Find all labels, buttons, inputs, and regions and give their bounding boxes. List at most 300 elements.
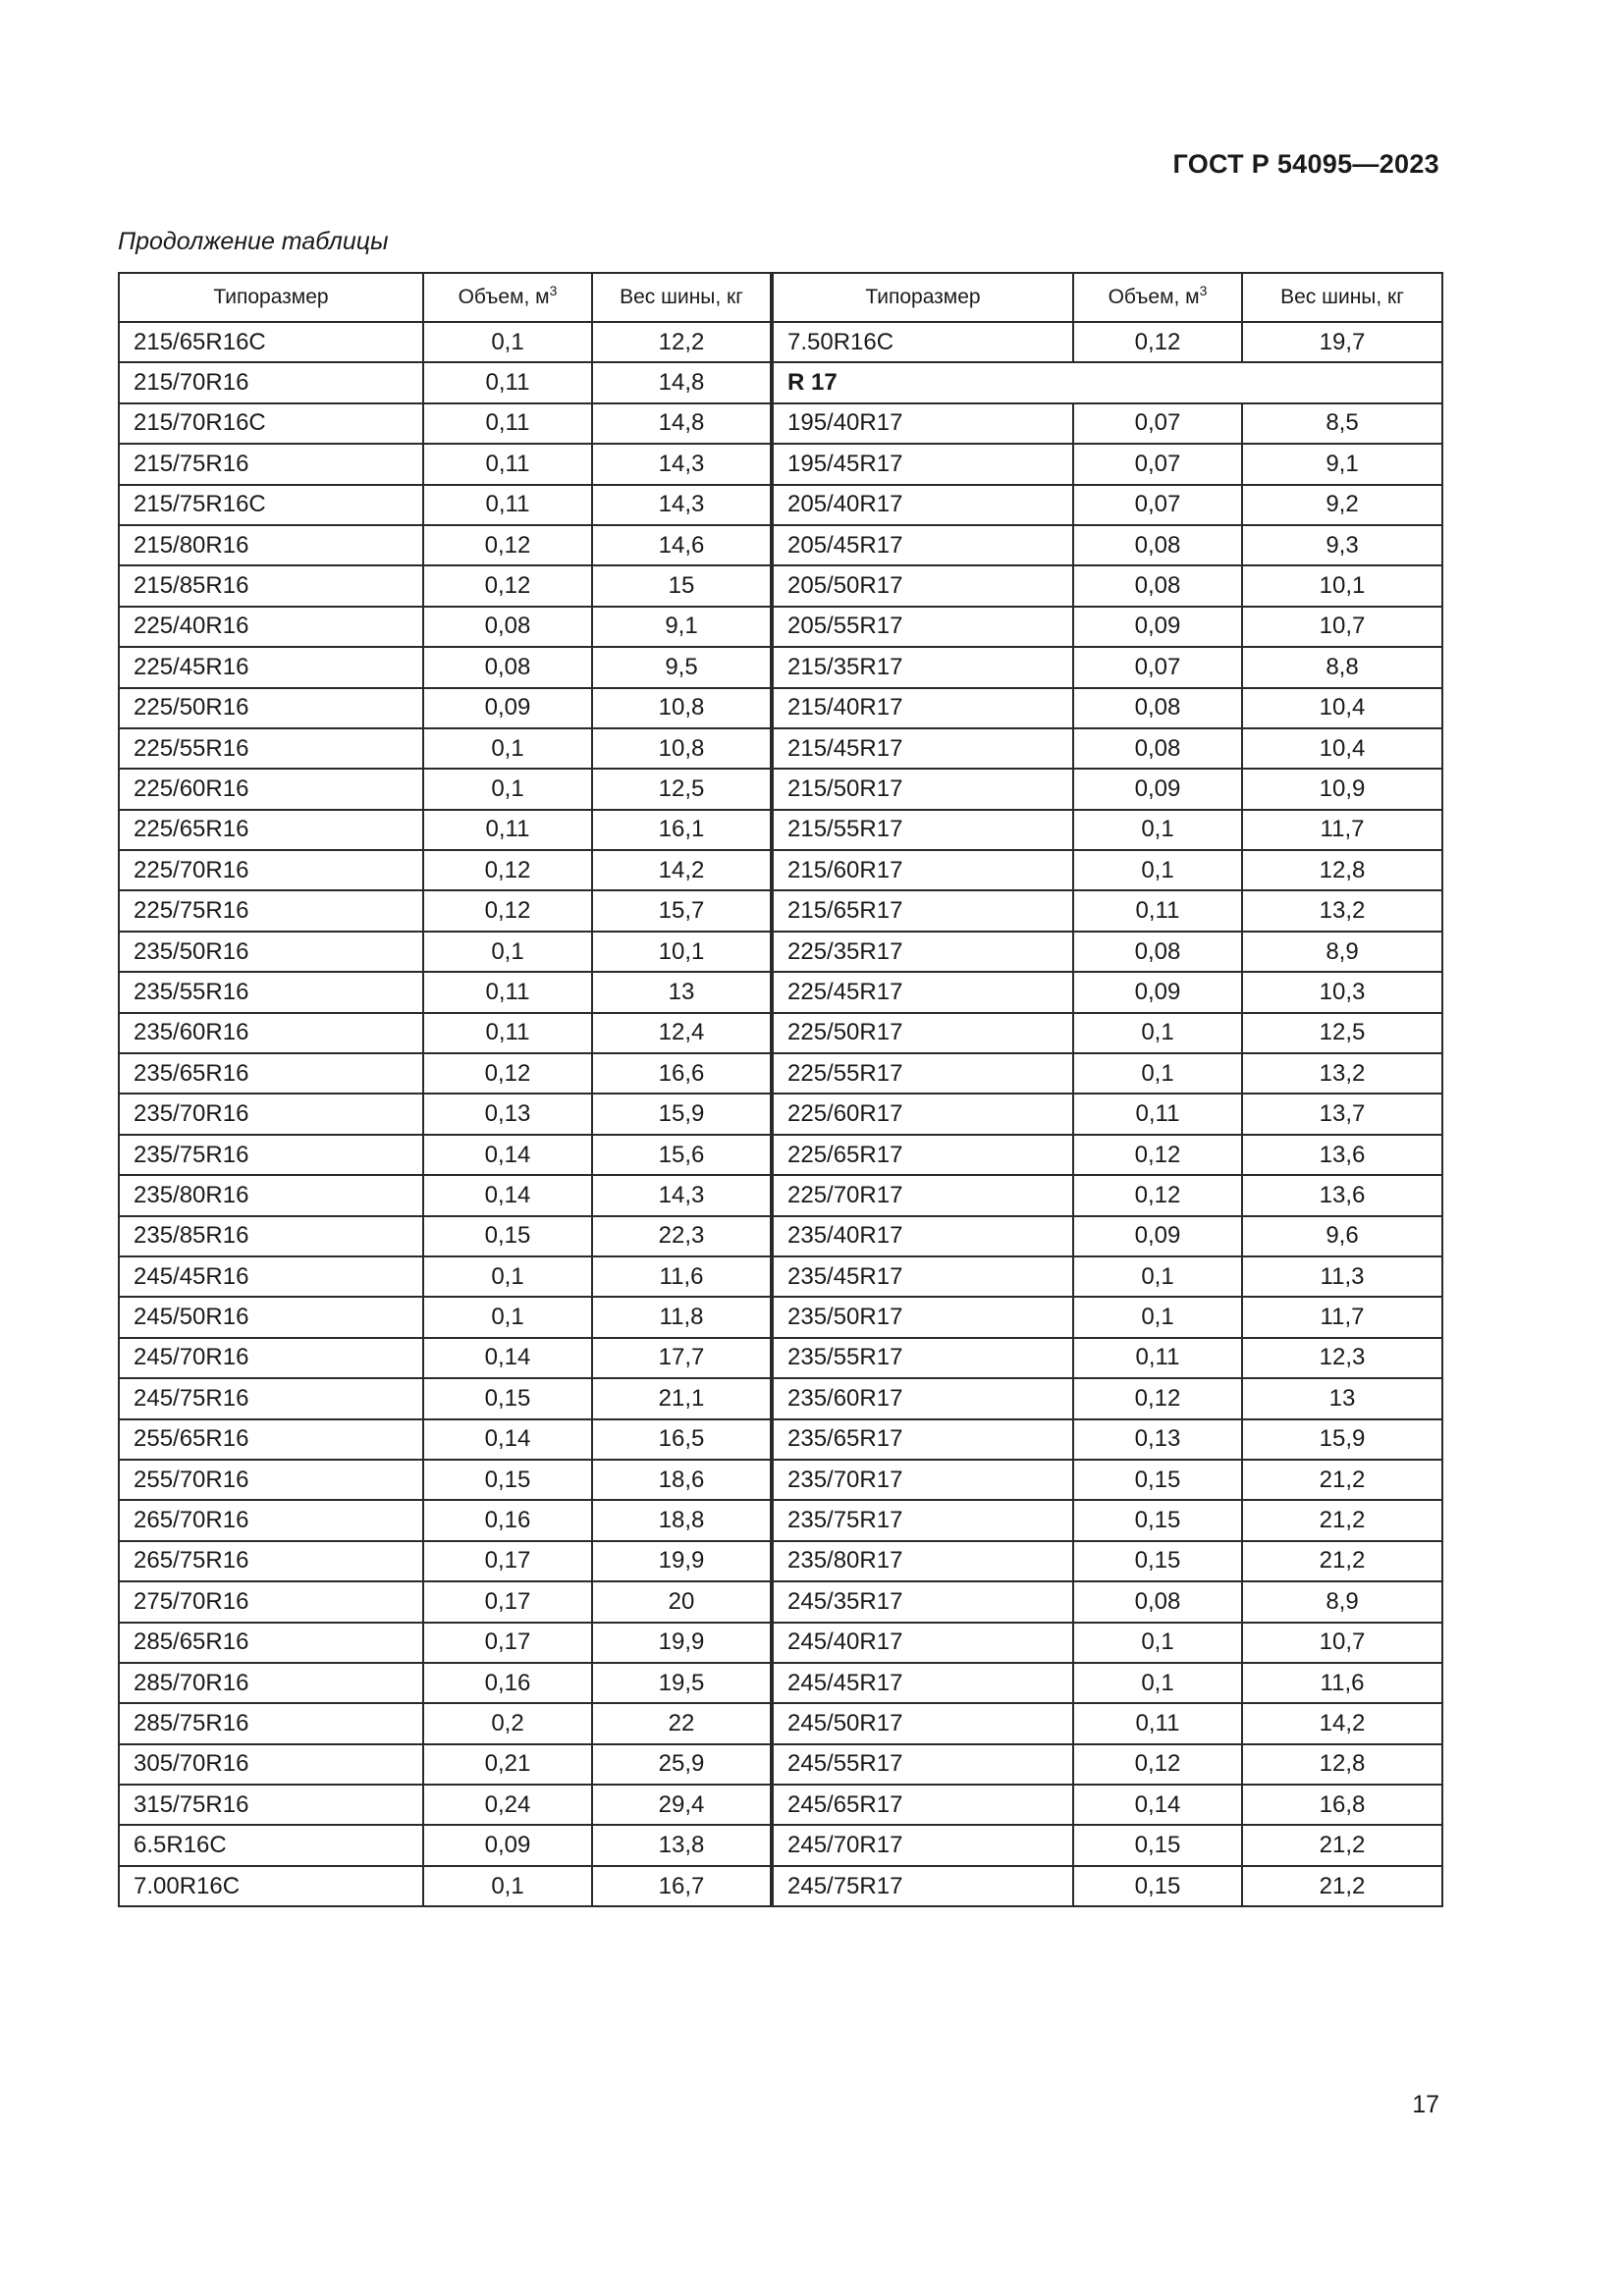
table-row [119,688,771,728]
cell-weight: 19,7 [1242,322,1442,362]
cell-size: 245/70R16 [119,1338,423,1378]
table-row [119,1216,771,1256]
cell-size: 235/40R17 [773,1216,1073,1256]
cell-weight: 11,8 [592,1297,771,1337]
table-row [773,1663,1442,1703]
table-row [773,932,1442,972]
cell-size: 225/45R16 [119,647,423,687]
cell-volume: 0,1 [1073,1053,1242,1094]
table-row [119,850,771,890]
cell-weight: 21,2 [1242,1825,1442,1865]
cell-weight: 13 [592,972,771,1012]
cell-weight: 16,5 [592,1419,771,1460]
cell-weight: 9,1 [1242,444,1442,484]
cell-volume: 0,08 [1073,688,1242,728]
cell-volume: 0,1 [423,728,592,769]
tire-table [118,272,1439,1907]
cell-weight: 9,1 [592,607,771,647]
table-row [773,1256,1442,1297]
table-row [773,1460,1442,1500]
cell-weight: 19,5 [592,1663,771,1703]
cell-size: 205/55R17 [773,607,1073,647]
cell-weight: 11,7 [1242,810,1442,850]
cell-size: 195/40R17 [773,403,1073,444]
table-row [119,890,771,931]
table-row [773,525,1442,565]
cell-volume: 0,08 [1073,1581,1242,1622]
cell-size: 245/55R17 [773,1744,1073,1785]
cell-weight: 22 [592,1703,771,1743]
cell-size: 235/55R16 [119,972,423,1012]
cell-volume: 0,11 [1073,1338,1242,1378]
table-row [119,1623,771,1663]
header-volume [423,273,592,322]
cell-volume: 0,07 [1073,444,1242,484]
cell-weight: 21,2 [1242,1460,1442,1500]
cell-size: 235/50R16 [119,932,423,972]
table-right-half [772,272,1443,1907]
cell-volume: 0,11 [423,972,592,1012]
cell-volume: 0,14 [1073,1785,1242,1825]
cell-weight: 20 [592,1581,771,1622]
table-row [773,362,1442,402]
cell-weight: 13,2 [1242,1053,1442,1094]
cell-weight: 13,2 [1242,890,1442,931]
cell-weight: 13,7 [1242,1094,1442,1134]
cell-weight: 14,3 [592,485,771,525]
cell-size: 265/75R16 [119,1541,423,1581]
cell-size: 265/70R16 [119,1500,423,1540]
table-row [773,565,1442,606]
table-row [119,1175,771,1215]
cell-weight: 17,7 [592,1338,771,1378]
cell-size: 305/70R16 [119,1744,423,1785]
cell-weight: 16,1 [592,810,771,850]
table-row [773,769,1442,809]
cell-size: 225/65R17 [773,1135,1073,1175]
cell-volume: 0,1 [1073,1256,1242,1297]
cell-volume: 0,11 [1073,1703,1242,1743]
cell-size: 225/75R16 [119,890,423,931]
table-row [119,1094,771,1134]
cell-volume: 0,08 [423,647,592,687]
cell-size: 195/45R17 [773,444,1073,484]
cell-size: 245/70R17 [773,1825,1073,1865]
cell-volume: 0,15 [423,1378,592,1418]
table-row [773,1744,1442,1785]
cell-volume: 0,1 [1073,1663,1242,1703]
table-row [119,444,771,484]
table-row [119,322,771,362]
cell-size: 235/50R17 [773,1297,1073,1337]
table-row [773,1338,1442,1378]
cell-weight: 14,3 [592,1175,771,1215]
table-row [119,647,771,687]
table-row [773,1175,1442,1215]
cell-volume: 0,15 [1073,1825,1242,1865]
cell-size: 215/65R16C [119,322,423,362]
cell-weight: 16,6 [592,1053,771,1094]
table-row [773,1135,1442,1175]
cell-weight: 9,3 [1242,525,1442,565]
cell-volume: 0,1 [423,1866,592,1906]
cell-size: 7.00R16C [119,1866,423,1906]
cell-size: 245/50R16 [119,1297,423,1337]
table-row [119,1825,771,1865]
table-row [119,403,771,444]
cell-volume: 0,21 [423,1744,592,1785]
cell-volume: 0,1 [423,1297,592,1337]
cell-size: 245/50R17 [773,1703,1073,1743]
table-row [773,728,1442,769]
table-row [119,1500,771,1540]
cell-weight: 12,8 [1242,850,1442,890]
cell-volume: 0,15 [1073,1500,1242,1540]
table-row [119,972,771,1012]
table-row [119,1581,771,1622]
cell-size: 225/45R17 [773,972,1073,1012]
cell-volume: 0,1 [1073,810,1242,850]
table-row [773,1053,1442,1094]
cell-size: 245/75R17 [773,1866,1073,1906]
cell-volume: 0,11 [423,444,592,484]
cell-volume: 0,15 [1073,1866,1242,1906]
cell-volume: 0,1 [1073,1623,1242,1663]
cell-volume: 0,11 [423,403,592,444]
cell-volume: 0,1 [1073,1297,1242,1337]
header-volume-label: Объем, м [458,286,550,308]
table-row [773,1297,1442,1337]
cell-volume: 0,15 [423,1460,592,1500]
page-number: 17 [1412,2091,1439,2118]
header-volume [1073,273,1242,322]
cell-size: 285/75R16 [119,1703,423,1743]
cell-weight: 8,5 [1242,403,1442,444]
table-row [773,403,1442,444]
table-row [773,1703,1442,1743]
table-row [119,485,771,525]
cell-weight: 12,3 [1242,1338,1442,1378]
table-row [119,728,771,769]
cell-volume: 0,09 [1073,769,1242,809]
document-code: ГОСТ Р 54095—2023 [1172,149,1439,179]
cell-size: 255/70R16 [119,1460,423,1500]
cell-weight: 19,9 [592,1623,771,1663]
cell-volume: 0,12 [1073,322,1242,362]
cell-weight: 14,8 [592,362,771,402]
table-row [773,1094,1442,1134]
table-row [119,932,771,972]
table-row [773,688,1442,728]
cell-weight: 14,3 [592,444,771,484]
cell-size: 225/40R16 [119,607,423,647]
cell-size: 285/65R16 [119,1623,423,1663]
cell-weight: 12,5 [1242,1013,1442,1053]
cell-volume: 0,1 [423,932,592,972]
cell-weight: 10,8 [592,688,771,728]
cell-size: 205/50R17 [773,565,1073,606]
cell-volume: 0,11 [1073,890,1242,931]
cell-weight: 15 [592,565,771,606]
cell-size: 235/75R17 [773,1500,1073,1540]
table-row [119,1135,771,1175]
cell-volume: 0,11 [423,810,592,850]
table-row [119,1866,771,1906]
cell-weight: 21,1 [592,1378,771,1418]
table-row [119,1703,771,1743]
cell-volume: 0,1 [423,769,592,809]
table-row [119,362,771,402]
header-weight: Вес шины, кг [592,273,771,322]
table-row [119,607,771,647]
cell-size: 245/45R16 [119,1256,423,1297]
cell-weight: 11,3 [1242,1256,1442,1297]
header-weight: Вес шины, кг [1242,273,1442,322]
cell-volume: 0,16 [423,1500,592,1540]
cell-weight: 8,9 [1242,1581,1442,1622]
cell-weight: 10,4 [1242,728,1442,769]
cell-weight: 12,2 [592,322,771,362]
cell-size: 285/70R16 [119,1663,423,1703]
table-row [773,972,1442,1012]
cell-volume: 0,11 [423,1013,592,1053]
cell-volume: 0,09 [423,1825,592,1865]
cell-volume: 0,15 [1073,1541,1242,1581]
cell-weight: 18,6 [592,1460,771,1500]
cell-volume: 0,07 [1073,403,1242,444]
cell-weight: 22,3 [592,1216,771,1256]
cell-weight: 16,7 [592,1866,771,1906]
table-row [773,485,1442,525]
cell-size: 215/80R16 [119,525,423,565]
table-row [119,525,771,565]
cell-volume: 0,12 [1073,1744,1242,1785]
cell-weight: 9,6 [1242,1216,1442,1256]
cell-weight: 10,7 [1242,607,1442,647]
cell-weight: 10,7 [1242,1623,1442,1663]
cell-weight: 15,9 [1242,1419,1442,1460]
cell-size: 215/75R16 [119,444,423,484]
cell-size: 235/65R16 [119,1053,423,1094]
header-row [773,273,1442,322]
cell-size: 225/50R17 [773,1013,1073,1053]
cell-size: 245/35R17 [773,1581,1073,1622]
cell-weight: 13 [1242,1378,1442,1418]
cell-size: 225/70R16 [119,850,423,890]
cell-size: 235/65R17 [773,1419,1073,1460]
table-row [773,1013,1442,1053]
header-size: Типоразмер [773,273,1073,322]
cell-size: 245/65R17 [773,1785,1073,1825]
cell-weight: 11,6 [592,1256,771,1297]
cell-weight: 10,1 [592,932,771,972]
cell-volume: 0,17 [423,1541,592,1581]
cell-weight: 14,2 [592,850,771,890]
cell-volume: 0,12 [1073,1378,1242,1418]
cell-volume: 0,14 [423,1175,592,1215]
cell-weight: 8,8 [1242,647,1442,687]
cell-volume: 0,08 [423,607,592,647]
cell-weight: 10,4 [1242,688,1442,728]
cell-size: 215/65R17 [773,890,1073,931]
table-row [773,1419,1442,1460]
cell-size: 225/70R17 [773,1175,1073,1215]
cell-size: 245/75R16 [119,1378,423,1418]
cell-size: 235/55R17 [773,1338,1073,1378]
cell-size: 215/45R17 [773,728,1073,769]
cell-size: 315/75R16 [119,1785,423,1825]
cell-volume: 0,1 [423,1256,592,1297]
cell-size: 245/45R17 [773,1663,1073,1703]
cell-size: 245/40R17 [773,1623,1073,1663]
table-row [773,322,1442,362]
cell-volume: 0,08 [1073,565,1242,606]
cell-weight: 11,7 [1242,1297,1442,1337]
cell-weight: 12,8 [1242,1744,1442,1785]
table-row [773,1623,1442,1663]
cell-volume: 0,15 [423,1216,592,1256]
cell-size: 235/80R16 [119,1175,423,1215]
table-row [119,1744,771,1785]
cell-size: 235/85R16 [119,1216,423,1256]
table-row [119,810,771,850]
cell-size: 225/35R17 [773,932,1073,972]
table-row [773,1785,1442,1825]
table-row [773,1216,1442,1256]
header-row [119,273,771,322]
cell-size: 225/60R16 [119,769,423,809]
cell-volume: 0,24 [423,1785,592,1825]
cell-volume: 0,13 [423,1094,592,1134]
cell-volume: 0,07 [1073,647,1242,687]
cell-weight: 12,4 [592,1013,771,1053]
cell-size: 275/70R16 [119,1581,423,1622]
cell-weight: 10,1 [1242,565,1442,606]
cell-volume: 0,15 [1073,1460,1242,1500]
table-row [119,565,771,606]
cell-size: 215/70R16 [119,362,423,402]
table-row [773,1378,1442,1418]
cell-weight: 9,5 [592,647,771,687]
table-row [773,1825,1442,1865]
cell-volume: 0,08 [1073,728,1242,769]
cell-weight: 21,2 [1242,1866,1442,1906]
cell-volume: 0,13 [1073,1419,1242,1460]
table-row [119,1297,771,1337]
cell-weight: 29,4 [592,1785,771,1825]
cell-size: 215/40R17 [773,688,1073,728]
cell-weight: 14,2 [1242,1703,1442,1743]
header-volume-exponent: 3 [1199,283,1208,298]
cell-volume: 0,14 [423,1338,592,1378]
cell-size: 225/65R16 [119,810,423,850]
cell-volume: 0,12 [1073,1175,1242,1215]
cell-volume: 0,09 [1073,607,1242,647]
table-row [773,1500,1442,1540]
cell-weight: 9,2 [1242,485,1442,525]
cell-size: 235/70R16 [119,1094,423,1134]
cell-weight: 13,6 [1242,1135,1442,1175]
cell-volume: 0,12 [423,850,592,890]
cell-weight: 13,6 [1242,1175,1442,1215]
cell-size: 225/50R16 [119,688,423,728]
cell-size: 255/65R16 [119,1419,423,1460]
cell-size: 225/55R16 [119,728,423,769]
table-row [119,769,771,809]
cell-weight: 10,8 [592,728,771,769]
cell-volume: 0,12 [423,890,592,931]
cell-weight: 14,6 [592,525,771,565]
cell-volume: 0,12 [1073,1135,1242,1175]
cell-weight: 19,9 [592,1541,771,1581]
cell-volume: 0,11 [423,485,592,525]
cell-volume: 0,11 [1073,1094,1242,1134]
cell-size: 235/60R17 [773,1378,1073,1418]
cell-weight: 12,5 [592,769,771,809]
cell-volume: 0,2 [423,1703,592,1743]
cell-weight: 15,6 [592,1135,771,1175]
cell-size: 215/50R17 [773,769,1073,809]
table-row [119,1541,771,1581]
cell-volume: 0,11 [423,362,592,402]
cell-volume: 0,17 [423,1581,592,1622]
table-row [773,647,1442,687]
cell-size: 235/70R17 [773,1460,1073,1500]
table-row [773,607,1442,647]
cell-weight: 18,8 [592,1500,771,1540]
cell-volume: 0,14 [423,1419,592,1460]
header-size: Типоразмер [119,273,423,322]
cell-weight: 21,2 [1242,1541,1442,1581]
cell-volume: 0,08 [1073,932,1242,972]
cell-volume: 0,09 [1073,1216,1242,1256]
cell-volume: 0,14 [423,1135,592,1175]
cell-size: 205/45R17 [773,525,1073,565]
cell-size: 225/60R17 [773,1094,1073,1134]
cell-volume: 0,17 [423,1623,592,1663]
table-row [773,890,1442,931]
cell-volume: 0,12 [423,525,592,565]
cell-volume: 0,12 [423,1053,592,1094]
table-row [773,850,1442,890]
table-row [119,1785,771,1825]
table-row [773,444,1442,484]
cell-size: 215/55R17 [773,810,1073,850]
cell-volume: 0,09 [423,688,592,728]
table-row [119,1338,771,1378]
cell-size: 6.5R16C [119,1825,423,1865]
cell-size: 225/55R17 [773,1053,1073,1094]
cell-size: 215/35R17 [773,647,1073,687]
cell-volume: 0,16 [423,1663,592,1703]
cell-size: 205/40R17 [773,485,1073,525]
table-row [119,1053,771,1094]
cell-weight: 15,9 [592,1094,771,1134]
cell-volume: 0,1 [423,322,592,362]
cell-size: 235/45R17 [773,1256,1073,1297]
section-heading: R 17 [773,362,1442,402]
cell-size: 7.50R16C [773,322,1073,362]
cell-volume: 0,07 [1073,485,1242,525]
table-row [773,1541,1442,1581]
cell-weight: 11,6 [1242,1663,1442,1703]
table-caption: Продолжение таблицы [118,228,389,255]
table-row [119,1256,771,1297]
cell-size: 235/80R17 [773,1541,1073,1581]
table-row [773,1581,1442,1622]
cell-size: 235/60R16 [119,1013,423,1053]
table-row [119,1663,771,1703]
